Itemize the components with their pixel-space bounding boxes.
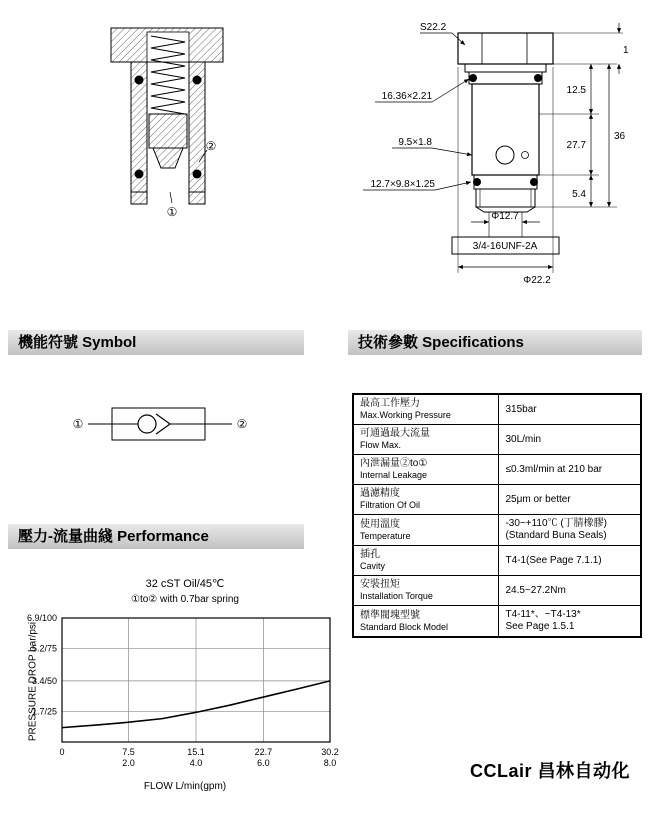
check-ball <box>138 415 156 433</box>
cross-port-hole <box>496 146 514 164</box>
spec-value-line2: See Page 1.5.1 <box>505 621 575 632</box>
spec-value-line2: (Standard Buna Seals) <box>505 530 607 541</box>
svg-text:22.7: 22.7 <box>254 747 273 757</box>
performance-chart <box>12 612 342 772</box>
specs-table <box>352 393 642 638</box>
dim-oring-top: 16.36×2.21 <box>381 91 432 102</box>
spec-row <box>353 485 641 515</box>
spec-label-cn: 過濾精度 <box>360 488 400 499</box>
backup-ring-dot <box>473 178 481 186</box>
oring-dot <box>193 76 202 85</box>
symbol-diagram <box>60 398 260 450</box>
poppet-nose <box>153 148 183 168</box>
spec-row <box>353 425 641 455</box>
dim-h2: 27.7 <box>566 140 586 151</box>
spec-label-en: Internal Leakage <box>360 470 428 480</box>
chart-x-axis-label: FLOW L/min(gpm) <box>143 781 227 792</box>
oring-dot <box>135 76 144 85</box>
svg-text:8.0: 8.0 <box>323 758 337 768</box>
svg-text:1.7/25: 1.7/25 <box>31 706 57 717</box>
thread-section <box>476 189 535 207</box>
spec-label-cn: 內泄漏量②to① <box>360 458 428 469</box>
poppet <box>149 114 187 148</box>
spec-row <box>353 394 641 425</box>
svg-text:5.2/75: 5.2/75 <box>31 643 57 654</box>
dim-thread: 3/4-16UNF-2A <box>472 241 538 252</box>
dim-h-top: 1 <box>623 45 629 56</box>
svg-text:7.5: 7.5 <box>122 747 135 757</box>
spec-label-en: Max.Working Pressure <box>360 410 451 420</box>
svg-text:4.0: 4.0 <box>189 758 203 768</box>
symbol-section-header: 機能符號 Symbol <box>8 330 304 355</box>
spec-label-en: Temperature <box>360 530 411 541</box>
chart-y-axis-label: PRESSURE DROP bar/psi <box>27 621 39 742</box>
spec-label-en: Flow Max. <box>360 440 402 450</box>
svg-text:15.1: 15.1 <box>187 747 205 757</box>
dim-ring-mid: 9.5×1.8 <box>398 137 432 148</box>
chart-title: 32 cST Oil/45℃ <box>145 578 225 590</box>
spec-value: 315bar <box>505 403 537 415</box>
spec-label-en: Filtration Of Oil <box>360 500 421 510</box>
spec-value: T4-1(See Page 7.1.1) <box>505 554 602 566</box>
svg-text:30.2: 30.2 <box>321 747 339 757</box>
dim-h3: 5.4 <box>572 189 586 200</box>
spec-label-cn: 可通過最大流量 <box>360 428 430 439</box>
spec-label-en: Installation Torque <box>360 591 433 601</box>
chart-subtitle: ①to② with 0.7bar spring <box>131 594 239 605</box>
svg-text:6.0: 6.0 <box>257 758 270 768</box>
port1-callout: ① <box>166 205 178 219</box>
spec-value: -30~+110℃ (丁腈橡膠) <box>505 518 607 529</box>
spec-value: T4-11*、~T4-13* <box>505 609 581 620</box>
spec-value: 25μm or better <box>505 493 571 505</box>
dim-dia-inner: Φ12.7 <box>491 211 519 222</box>
spec-label-en: Standard Block Model <box>360 621 449 632</box>
dim-h1: 12.5 <box>566 85 586 96</box>
spec-label-cn: 使用溫度 <box>360 518 400 530</box>
oring-dot <box>469 74 477 82</box>
hex-head <box>458 33 553 64</box>
specs-section-header: 技術參數 Specifications <box>348 330 642 355</box>
backup-ring-dot <box>530 178 538 186</box>
spec-label-cn: 最高工作壓力 <box>360 398 420 409</box>
spec-row <box>353 546 641 576</box>
dimension-drawing <box>355 15 635 305</box>
port2-callout: ② <box>205 139 217 153</box>
performance-section-header: 壓力-流量曲綫 Performance <box>8 524 304 549</box>
symbol-port2: ② <box>236 417 248 431</box>
oring-dot <box>534 74 542 82</box>
spec-row <box>353 606 641 638</box>
spec-label-en: Cavity <box>360 561 386 571</box>
oring-dot <box>193 170 202 179</box>
spec-label-cn: 插孔 <box>360 549 380 560</box>
spec-row <box>353 515 641 546</box>
spec-row <box>353 455 641 485</box>
spec-row <box>353 576 641 606</box>
dim-dia-outer: Φ22.2 <box>523 275 551 286</box>
cross-section-drawing <box>95 22 245 222</box>
svg-text:0: 0 <box>59 747 65 757</box>
spec-label-cn: 安裝扭矩 <box>360 579 400 590</box>
svg-text:6.9/100: 6.9/100 <box>26 613 57 623</box>
spec-value: 30L/min <box>505 433 542 445</box>
spec-label-cn: 標準閥塊型號 <box>360 609 420 621</box>
dim-ring-bottom: 12.7×9.8×1.25 <box>370 179 435 190</box>
dim-s22: S22.2 <box>420 22 447 33</box>
oring-dot <box>135 170 144 179</box>
valve-body <box>472 84 539 175</box>
spec-value: 24.5~27.2Nm <box>505 584 566 596</box>
spec-value: ≤0.3ml/min at 210 bar <box>505 463 603 475</box>
symbol-port1: ① <box>72 417 84 431</box>
svg-text:2.0: 2.0 <box>122 758 135 768</box>
dim-h-total: 36 <box>614 131 626 142</box>
company-logo: CCLair 昌林自动化 <box>470 761 631 781</box>
svg-text:3.4/50: 3.4/50 <box>31 675 57 686</box>
